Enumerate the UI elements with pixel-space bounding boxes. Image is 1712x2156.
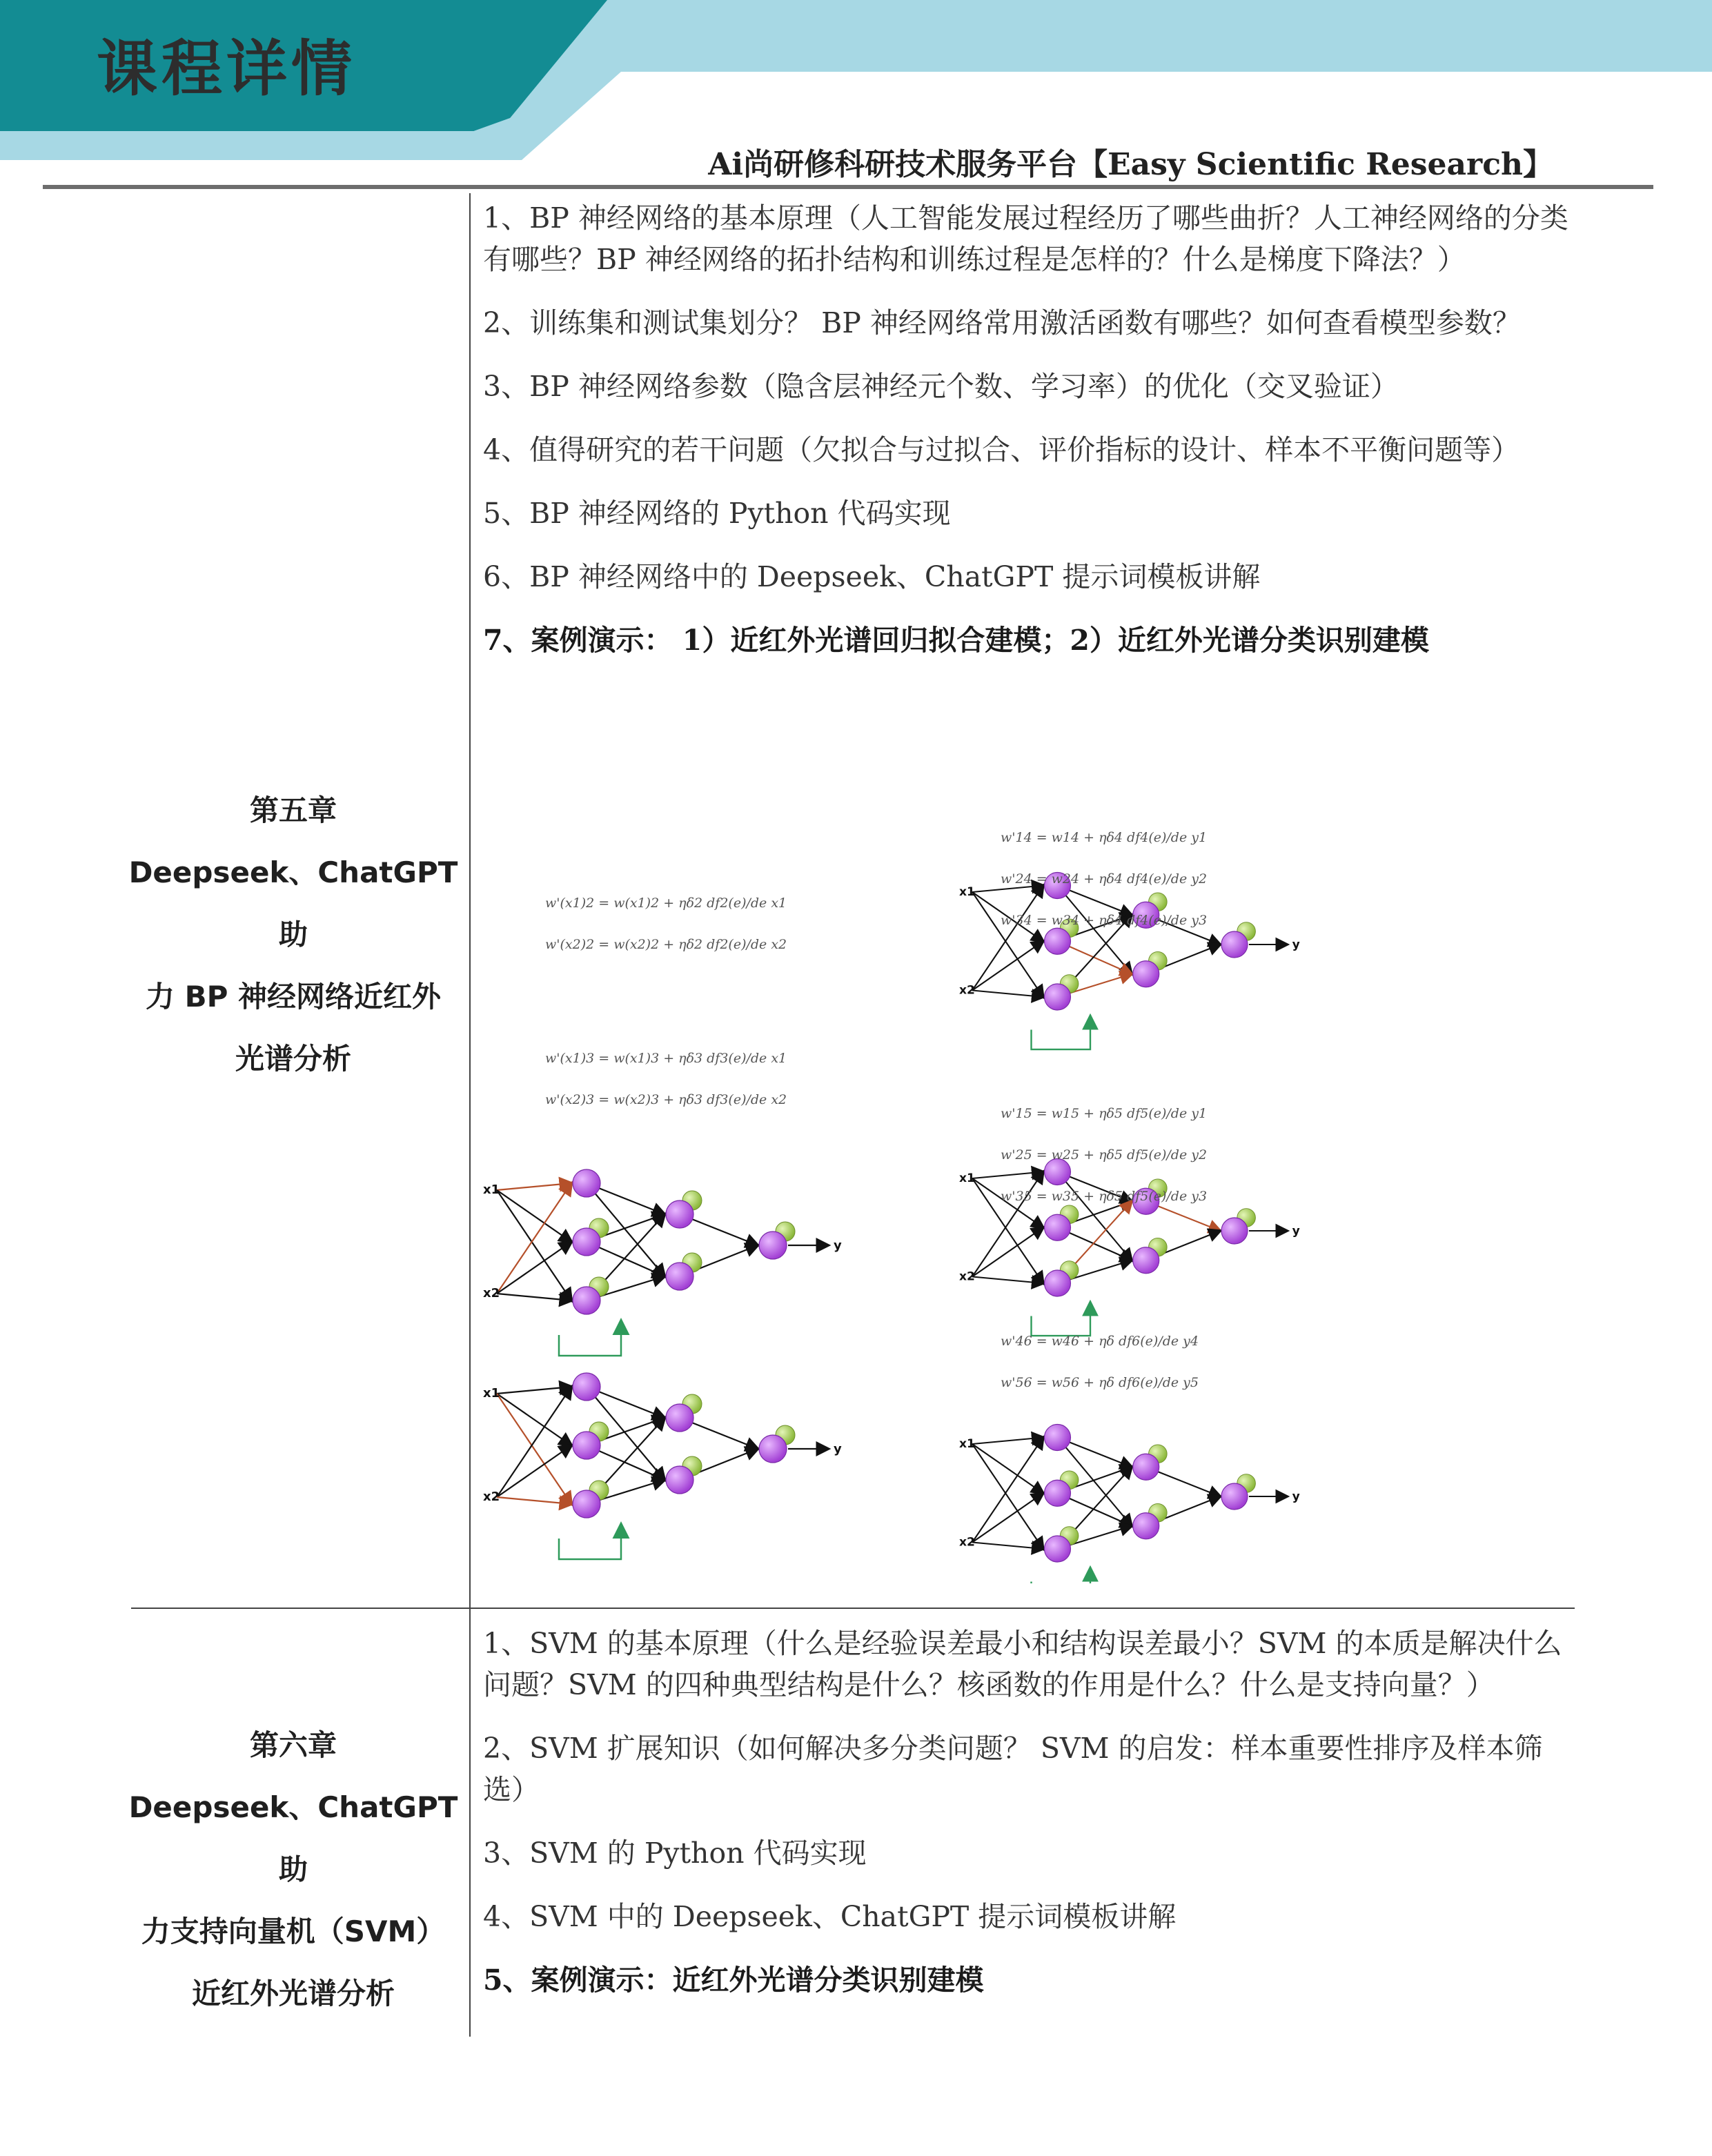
network-edge — [497, 1183, 571, 1190]
neuron-node — [1133, 961, 1159, 987]
equation-label: w'24 = w24 + ηδ4 df4(e)/de y2 — [1001, 871, 1208, 887]
network-edge — [972, 1227, 1043, 1276]
input-label: x1 — [959, 884, 975, 899]
neuron-node — [1221, 1483, 1248, 1510]
neuron-node — [1045, 928, 1071, 954]
neuron-node — [1133, 1513, 1159, 1539]
feedback-arrow — [559, 1525, 621, 1559]
platform-name: Ai尚研修科研技术服务平台【Easy Scientific Research】 — [708, 147, 1553, 182]
network-panel — [483, 1169, 842, 1356]
table-column-divider — [469, 193, 471, 2037]
table-row-divider — [131, 1608, 1575, 1609]
network-panel — [483, 1373, 842, 1559]
network-edge — [972, 1438, 1043, 1445]
equation-label: w'14 = w14 + ηδ4 df4(e)/de y1 — [1001, 830, 1208, 845]
equation-label: w'15 = w15 + ηδ5 df5(e)/de y1 — [1001, 1106, 1208, 1121]
output-label: y — [834, 1238, 842, 1253]
chapter5-title-line: 力 BP 神经网络近红外 — [145, 980, 442, 1013]
feedback-arrow — [1032, 1303, 1091, 1336]
equation-label: w'(x1)3 = w(x1)3 + ηδ3 df3(e)/de x1 — [545, 1051, 787, 1066]
network-edge — [497, 1183, 571, 1294]
chapter5-heading — [128, 780, 459, 1090]
neuron-node — [1221, 931, 1248, 958]
network-edge — [497, 1190, 571, 1300]
neuron-node — [573, 1287, 600, 1314]
network-edge — [972, 1172, 1043, 1277]
equation-label: w'34 = w34 + ηδ4 df4(e)/de y3 — [1001, 913, 1208, 928]
equation-label: w'25 = w25 + ηδ5 df5(e)/de y2 — [1001, 1147, 1208, 1163]
chapter6-number: 第六章 — [249, 1728, 337, 1762]
neuron-node — [1045, 1214, 1071, 1240]
neuron-node — [666, 1263, 693, 1290]
network-edge — [972, 1493, 1043, 1542]
list-item: 1、SVM 的基本原理（什么是经验误差最小和结构误差最小？SVM 的本质是解决什么问题？SVM 的四种典型结构是什么？核函数的作用是什么？什么是支持向量？） — [483, 1627, 1562, 1701]
network-edge — [972, 1543, 1043, 1550]
network-edge — [497, 1387, 571, 1394]
network-edge — [972, 1444, 1043, 1549]
list-item: 2、训练集和测试集划分？ BP 神经网络常用激活函数有哪些？如何查看模型参数？ — [483, 306, 1521, 339]
list-item: 5、BP 神经网络的 Python 代码实现 — [483, 497, 951, 530]
network-edge — [497, 1445, 571, 1497]
neuron-node — [666, 1466, 693, 1494]
network-edge — [497, 1242, 571, 1294]
input-label: x2 — [959, 983, 975, 998]
neuron-node — [1045, 1536, 1071, 1562]
feedback-arrow — [1032, 1017, 1091, 1050]
input-label: x2 — [959, 1269, 975, 1284]
network-edge — [972, 892, 1043, 997]
network-edge — [497, 1387, 571, 1497]
network-edge — [972, 1438, 1043, 1543]
network-edge — [497, 1497, 571, 1504]
input-label: x2 — [959, 1535, 975, 1550]
chapter5-title-line: Deepseek、ChatGPT 助 — [128, 856, 458, 951]
feedback-arrow — [1032, 1569, 1091, 1584]
list-item: 4、值得研究的若干问题（欠拟合与过拟合、评价指标的设计、样本不平衡问题等） — [483, 433, 1520, 466]
neuron-node — [759, 1435, 787, 1463]
neuron-node — [573, 1169, 600, 1197]
network-edge — [972, 1444, 1043, 1493]
equation-label: w'(x2)2 = w(x2)2 + ηδ2 df2(e)/de x2 — [545, 937, 787, 952]
list-item: 6、BP 神经网络中的 Deepseek、ChatGPT 提示词模板讲解 — [483, 560, 1261, 593]
list-item-case-demo: 7、案例演示： 1）近红外光谱回归拟合建模；2）近红外光谱分类识别建模 — [483, 624, 1429, 657]
network-edge — [497, 1394, 571, 1445]
list-item-case-demo: 5、案例演示：近红外光谱分类识别建模 — [483, 1964, 984, 1997]
neuron-node — [1045, 1159, 1071, 1185]
bp-network-diagram — [476, 800, 1394, 1583]
network-edge — [972, 941, 1043, 990]
network-edge — [972, 991, 1043, 998]
network-edge — [497, 1394, 571, 1504]
list-item: 3、BP 神经网络参数（隐含层神经元个数、学习率）的优化（交叉验证） — [483, 370, 1399, 403]
chapter6-title-line: 力支持向量机（SVM） — [141, 1915, 446, 1948]
equation-label: w'46 = w46 + ηδ df6(e)/de y4 — [1001, 1334, 1199, 1349]
page-title: 课程详情 — [97, 33, 357, 104]
neuron-node — [1045, 1270, 1071, 1296]
list-item: 2、SVM 扩展知识（如何解决多分类问题？ SVM 的启发：样本重要性排序及样本筛选） — [483, 1732, 1543, 1806]
network-panel — [959, 1425, 1300, 1584]
output-label: y — [1292, 938, 1300, 952]
input-label: x1 — [483, 1183, 500, 1197]
chapter6-title-line: Deepseek、ChatGPT 助 — [128, 1790, 458, 1886]
equation-label: w'(x1)2 = w(x1)2 + ηδ2 df2(e)/de x1 — [545, 896, 787, 911]
network-panel — [959, 1159, 1300, 1336]
chapter5-number: 第五章 — [249, 793, 337, 827]
header-divider — [43, 185, 1653, 189]
input-label: x2 — [483, 1286, 500, 1300]
output-label: y — [834, 1442, 842, 1456]
network-edge — [497, 1294, 571, 1300]
input-label: x1 — [483, 1386, 500, 1401]
equation-label: w'35 = w35 + ηδ5 df5(e)/de y3 — [1001, 1189, 1208, 1204]
output-label: y — [1292, 1490, 1300, 1504]
chapter6-heading — [128, 1714, 459, 2025]
neuron-node — [573, 1228, 600, 1256]
list-item: 1、BP 神经网络的基本原理（人工智能发展过程经历了哪些曲折？人工神经网络的分类有哪些？BP 神经网络的拓扑结构和训练过程是怎样的？什么是梯度下降法？） — [483, 201, 1568, 276]
neuron-node — [573, 1373, 600, 1401]
network-edge — [972, 886, 1043, 991]
feedback-arrow — [559, 1321, 621, 1356]
chapter6-items — [483, 1623, 1573, 2023]
chapter5-title-line: 光谱分析 — [235, 1042, 351, 1076]
neuron-node — [759, 1232, 787, 1259]
neuron-node — [1045, 1480, 1071, 1506]
network-edge — [972, 1172, 1043, 1179]
chapter5-items — [483, 197, 1573, 683]
neuron-node — [573, 1432, 600, 1459]
network-edge — [497, 1190, 571, 1242]
equation-label: w'(x2)3 = w(x2)3 + ηδ3 df3(e)/de x2 — [545, 1092, 787, 1107]
neuron-node — [1045, 984, 1071, 1010]
output-label: y — [1292, 1224, 1300, 1238]
input-label: x1 — [959, 1171, 975, 1185]
neuron-node — [1133, 1454, 1159, 1480]
neuron-node — [666, 1404, 693, 1432]
equation-label: w'56 = w56 + ηδ df6(e)/de y5 — [1001, 1375, 1199, 1390]
neuron-node — [666, 1200, 693, 1228]
input-label: x1 — [959, 1436, 975, 1451]
neuron-node — [1045, 1425, 1071, 1451]
neuron-node — [1221, 1218, 1248, 1244]
list-item: 4、SVM 中的 Deepseek、ChatGPT 提示词模板讲解 — [483, 1900, 1177, 1933]
neuron-node — [1133, 1247, 1159, 1274]
input-label: x2 — [483, 1490, 500, 1504]
list-item: 3、SVM 的 Python 代码实现 — [483, 1837, 867, 1870]
network-edge — [972, 1277, 1043, 1284]
chapter6-title-line: 近红外光谱分析 — [191, 1977, 395, 2010]
network-panel — [959, 873, 1300, 1050]
neuron-node — [573, 1490, 600, 1518]
